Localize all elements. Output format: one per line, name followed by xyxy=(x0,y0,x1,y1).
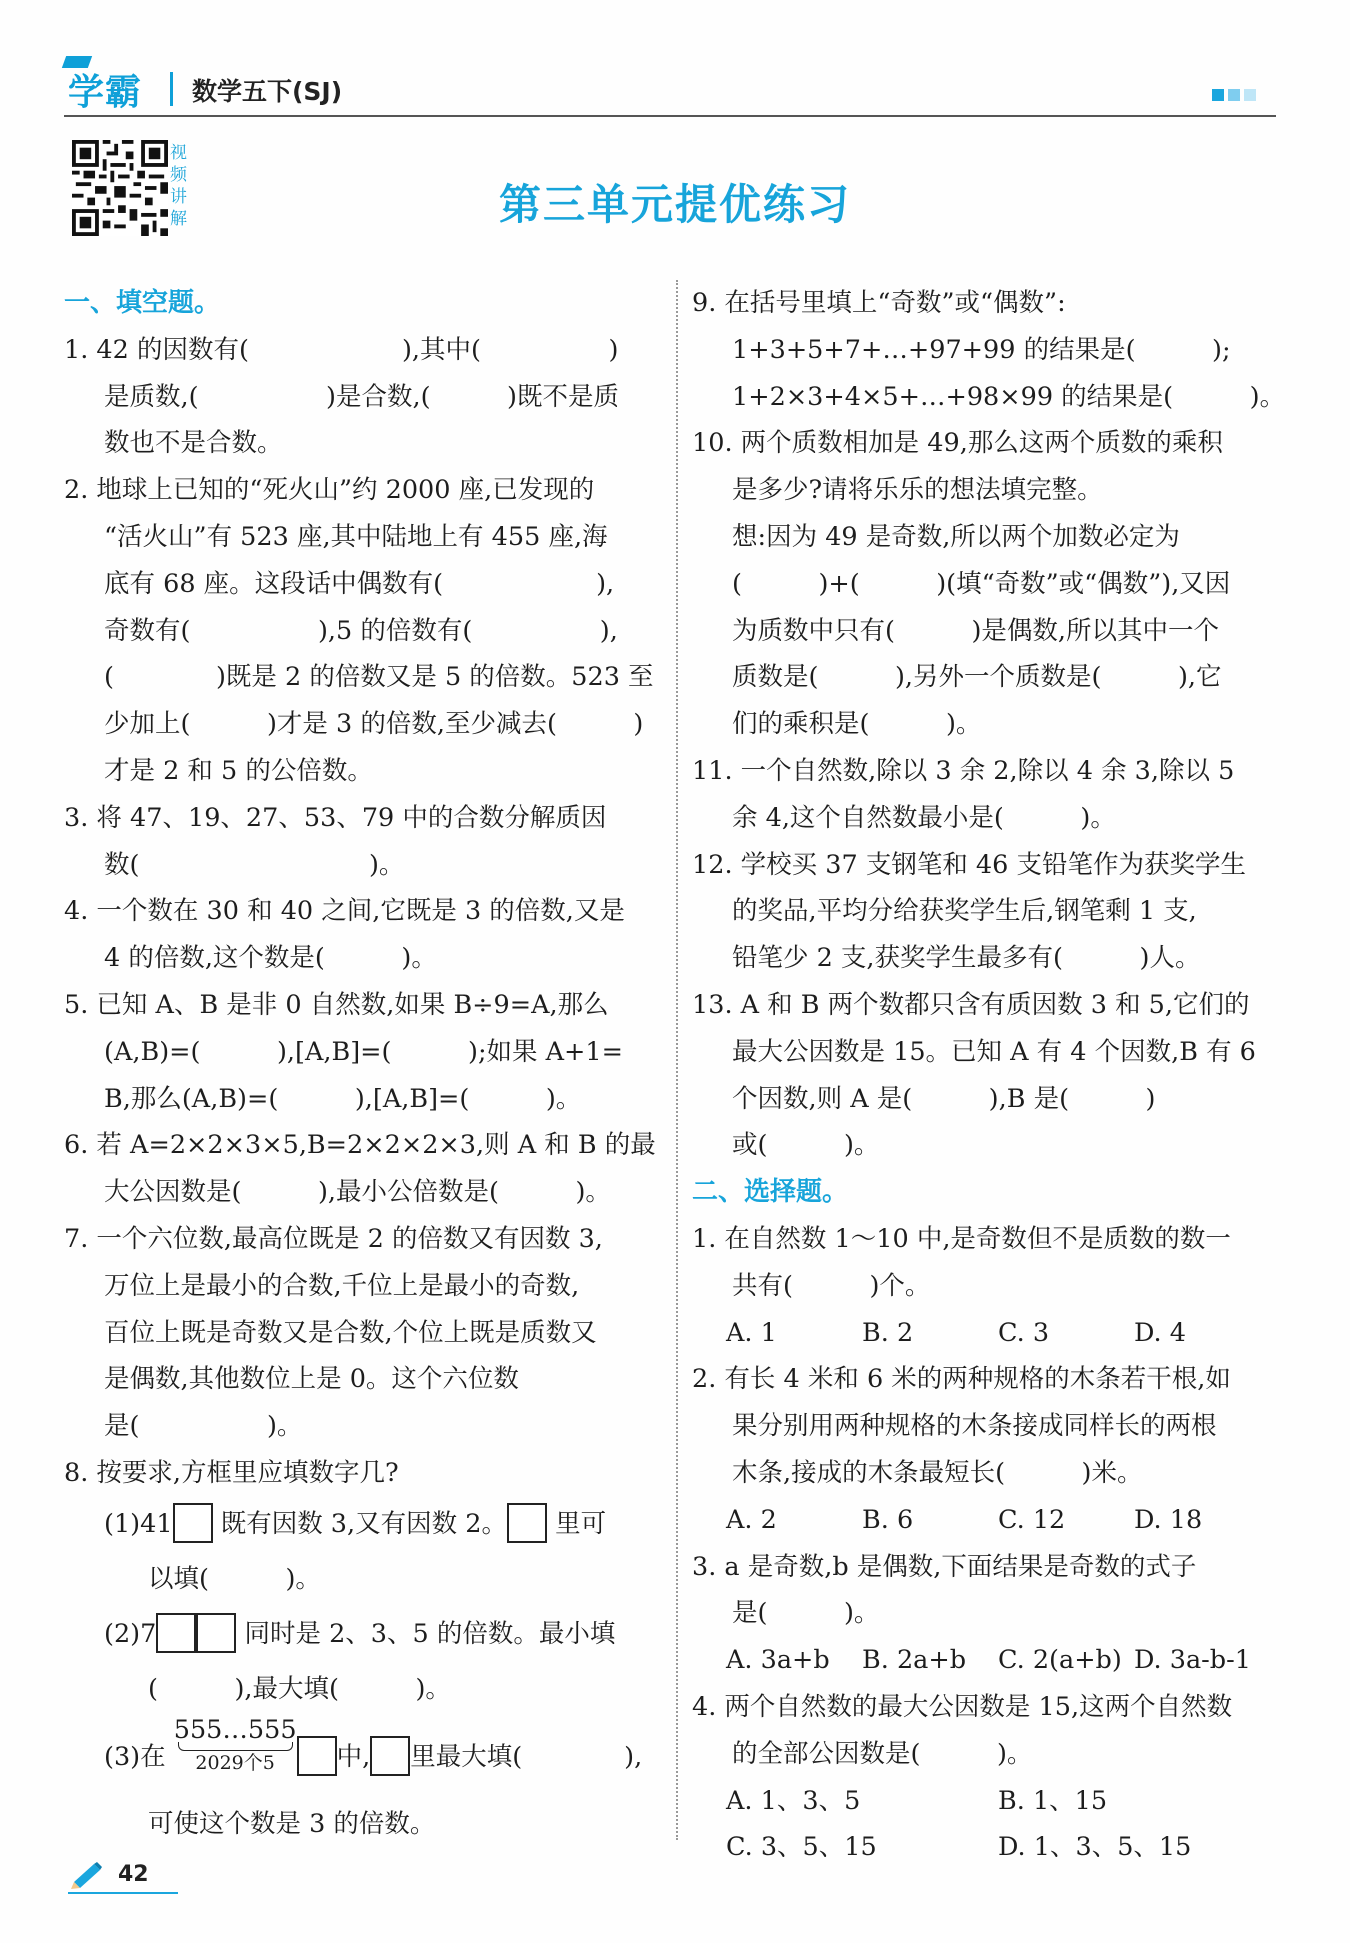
question-line: 少加上( )才是 3 的倍数,至少减去( ) xyxy=(104,709,644,740)
qr-label: 视频讲解 xyxy=(170,143,187,229)
question-line: 1+3+5+7+…+97+99 的结果是( ); xyxy=(732,334,1231,365)
choice-options xyxy=(692,1824,1286,1871)
answer-box[interactable] xyxy=(370,1736,410,1776)
question-line: 才是 2 和 5 的公倍数。 xyxy=(104,755,373,786)
choice-option[interactable]: B. 2a+b xyxy=(862,1645,967,1676)
question-line: (A,B)=( ),[A,B]=( );如果 A+1= xyxy=(104,1036,624,1067)
choice-option[interactable]: A. 3a+b xyxy=(726,1645,830,1676)
question-line: 们的乘积是( )。 xyxy=(732,709,982,740)
question-line: 4 的倍数,这个数是( )。 xyxy=(104,943,437,974)
choice-option[interactable]: D. 1、3、5、15 xyxy=(998,1832,1192,1863)
brand-logo: 学霸 xyxy=(68,72,143,113)
question-line: B,那么(A,B)=( ),[A,B]=( )。 xyxy=(104,1083,582,1114)
question-line: 9. 在括号里填上“奇数”或“偶数”: xyxy=(692,288,1066,318)
q8-text: (1)41 xyxy=(104,1508,173,1539)
question-line: 6. 若 A=2×2×3×5,B=2×2×2×3,则 A 和 B 的最 xyxy=(64,1130,656,1161)
question-line: “活火山”有 523 座,其中陆地上有 455 座,海 xyxy=(104,521,608,552)
section-heading-fill-blanks: 一、填空题。 xyxy=(64,288,221,318)
answer-box[interactable] xyxy=(173,1503,213,1543)
column-divider xyxy=(676,280,678,1840)
choice-option[interactable]: C. 3 xyxy=(998,1317,1050,1348)
answer-box[interactable] xyxy=(156,1613,196,1653)
question-line: 4. 一个数在 30 和 40 之间,它既是 3 的倍数,又是 xyxy=(64,896,625,927)
question-line: 的奖品,平均分给获奖学生后,钢笔剩 1 支, xyxy=(732,896,1197,927)
question-line: 余 4,这个自然数最小是( )。 xyxy=(732,802,1116,833)
choice-question: 1. 在自然数 1～10 中,是奇数但不是质数的数一 xyxy=(692,1223,1231,1254)
choice-question: 的全部公因数是( )。 xyxy=(732,1738,1033,1769)
choice-option[interactable]: C. 2(a+b) xyxy=(998,1645,1122,1676)
question-line: 3. 将 47、19、27、53、79 中的合数分解质因 xyxy=(64,802,607,833)
choice-option[interactable]: D. 4 xyxy=(1134,1317,1186,1348)
choice-option[interactable]: D. 18 xyxy=(1134,1504,1203,1535)
q8-text: 里最大填( ), xyxy=(410,1741,643,1772)
q8-text: 里可 xyxy=(555,1508,607,1539)
brace-label: 2029个5 xyxy=(195,1751,275,1774)
header-separator xyxy=(170,72,173,106)
q8-text: 既有因数 3,又有因数 2。 xyxy=(220,1508,507,1539)
choice-option[interactable]: B. 2 xyxy=(862,1317,914,1348)
choice-question: 3. a 是奇数,b 是偶数,下面结果是奇数的式子 xyxy=(692,1551,1197,1582)
question-line: 铅笔少 2 支,获奖学生最多有( )人。 xyxy=(732,943,1201,974)
header-decoration xyxy=(1208,86,1256,105)
footer-rule xyxy=(68,1892,178,1894)
question-line: 万位上是最小的合数,千位上是最小的奇数, xyxy=(104,1270,580,1301)
question-line: 1+2×3+4×5+…+98×99 的结果是( )。 xyxy=(732,381,1286,412)
choice-question: 4. 两个自然数的最大公因数是 15,这两个自然数 xyxy=(692,1691,1233,1722)
choice-option[interactable]: B. 6 xyxy=(862,1504,914,1535)
answer-box[interactable] xyxy=(196,1613,236,1653)
choice-option[interactable]: A. 1 xyxy=(726,1317,777,1348)
question-line: 7. 一个六位数,最高位既是 2 的倍数又有因数 3, xyxy=(64,1223,603,1254)
repeated-digits: 555…555 xyxy=(173,1714,297,1745)
question-line: 数也不是合数。 xyxy=(104,428,283,459)
q8-text: 以填( )。 xyxy=(148,1563,321,1594)
question-line: 10. 两个质数相加是 49,那么这两个质数的乘积 xyxy=(692,428,1223,459)
question-line: 5. 已知 A、B 是非 0 自然数,如果 B÷9=A,那么 xyxy=(64,989,609,1020)
page-number: 42 xyxy=(118,1862,149,1887)
repeated-digits-brace xyxy=(173,1714,297,1775)
pencil-icon xyxy=(70,1862,106,1890)
question-line: 8. 按要求,方框里应填数字几? xyxy=(64,1457,399,1488)
choice-option[interactable]: A. 2 xyxy=(726,1504,777,1535)
choice-options xyxy=(692,1778,1286,1825)
question-line: 百位上既是奇数又是合数,个位上既是质数又 xyxy=(104,1317,597,1348)
question-line: 是偶数,其他数位上是 0。这个六位数 xyxy=(104,1364,519,1395)
left-column xyxy=(64,280,666,1852)
q8-part3 xyxy=(64,1714,666,1797)
choice-question: 共有( )个。 xyxy=(732,1270,931,1301)
question-line: 11. 一个自然数,除以 3 余 2,除以 4 余 3,除以 5 xyxy=(692,755,1235,786)
question-line: ( )+( )(填“奇数”或“偶数”),又因 xyxy=(732,568,1231,599)
choice-question: 木条,接成的木条最短长( )米。 xyxy=(732,1457,1143,1488)
question-line: 或( )。 xyxy=(732,1130,880,1161)
question-line: 奇数有( ),5 的倍数有( ), xyxy=(104,615,618,646)
question-line: 个因数,则 A 是( ),B 是( ) xyxy=(732,1083,1156,1114)
choice-option[interactable]: D. 3a-b-1 xyxy=(1134,1645,1251,1676)
choice-option[interactable]: A. 1、3、5 xyxy=(726,1785,861,1816)
section-heading-multiple-choice: 二、选择题。 xyxy=(692,1177,849,1208)
question-line: ( )既是 2 的倍数又是 5 的倍数。523 至 xyxy=(104,662,654,693)
question-line: 质数是( ),另外一个质数是( ),它 xyxy=(732,662,1222,693)
question-line: 是多少?请将乐乐的想法填完整。 xyxy=(732,475,1103,506)
choice-option[interactable]: C. 12 xyxy=(998,1504,1066,1535)
right-column xyxy=(692,280,1286,1871)
q8-part2 xyxy=(64,1607,666,1662)
question-line: 最大公因数是 15。已知 A 有 4 个因数,B 有 6 xyxy=(732,1036,1256,1067)
q8-text: (3)在 xyxy=(104,1741,166,1772)
choice-options xyxy=(692,1497,1286,1544)
question-line: 为质数中只有( )是偶数,所以其中一个 xyxy=(732,615,1220,646)
choice-question: 是( )。 xyxy=(732,1598,880,1629)
question-line: 是( )。 xyxy=(104,1411,303,1442)
question-line: 1. 42 的因数有( ),其中( ) xyxy=(64,334,619,365)
header-rule xyxy=(64,115,1276,117)
question-line: 2. 地球上已知的“死火山”约 2000 座,已发现的 xyxy=(64,475,595,506)
choice-option[interactable]: C. 3、5、15 xyxy=(726,1832,877,1863)
question-line: 想:因为 49 是奇数,所以两个加数必定为 xyxy=(732,521,1180,552)
question-line: 13. A 和 B 两个数都只含有质因数 3 和 5,它们的 xyxy=(692,989,1250,1020)
q8-text: (2)7 xyxy=(104,1618,157,1649)
question-line: 12. 学校买 37 支钢笔和 46 支铅笔作为获奖学生 xyxy=(692,849,1246,880)
choice-option[interactable]: B. 1、15 xyxy=(998,1785,1108,1816)
question-line: 是质数,( )是合数,( )既不是质 xyxy=(104,381,620,412)
question-line: 大公因数是( ),最小公倍数是( )。 xyxy=(104,1177,611,1208)
q8-text: 中, xyxy=(336,1741,371,1772)
question-line: 数( )。 xyxy=(104,849,405,880)
page-header xyxy=(58,56,1278,116)
q8-part1 xyxy=(64,1497,666,1552)
choice-options xyxy=(692,1637,1286,1684)
page-title: 第三单元提优练习 xyxy=(498,180,851,229)
q8-text: 可使这个数是 3 的倍数。 xyxy=(148,1808,436,1839)
question-line: 底有 68 座。这段话中偶数有( ), xyxy=(104,568,615,599)
answer-box[interactable] xyxy=(297,1736,337,1776)
q8-text: ( ),最大填( )。 xyxy=(148,1673,451,1704)
choice-question: 果分别用两种规格的木条接成同样长的两根 xyxy=(732,1411,1217,1442)
q8-text: 同时是 2、3、5 的倍数。最小填 xyxy=(244,1618,616,1649)
book-title: 数学五下(SJ) xyxy=(192,77,343,106)
choice-options xyxy=(692,1310,1286,1357)
answer-box[interactable] xyxy=(507,1503,547,1543)
choice-question: 2. 有长 4 米和 6 米的两种规格的木条若干根,如 xyxy=(692,1364,1231,1395)
